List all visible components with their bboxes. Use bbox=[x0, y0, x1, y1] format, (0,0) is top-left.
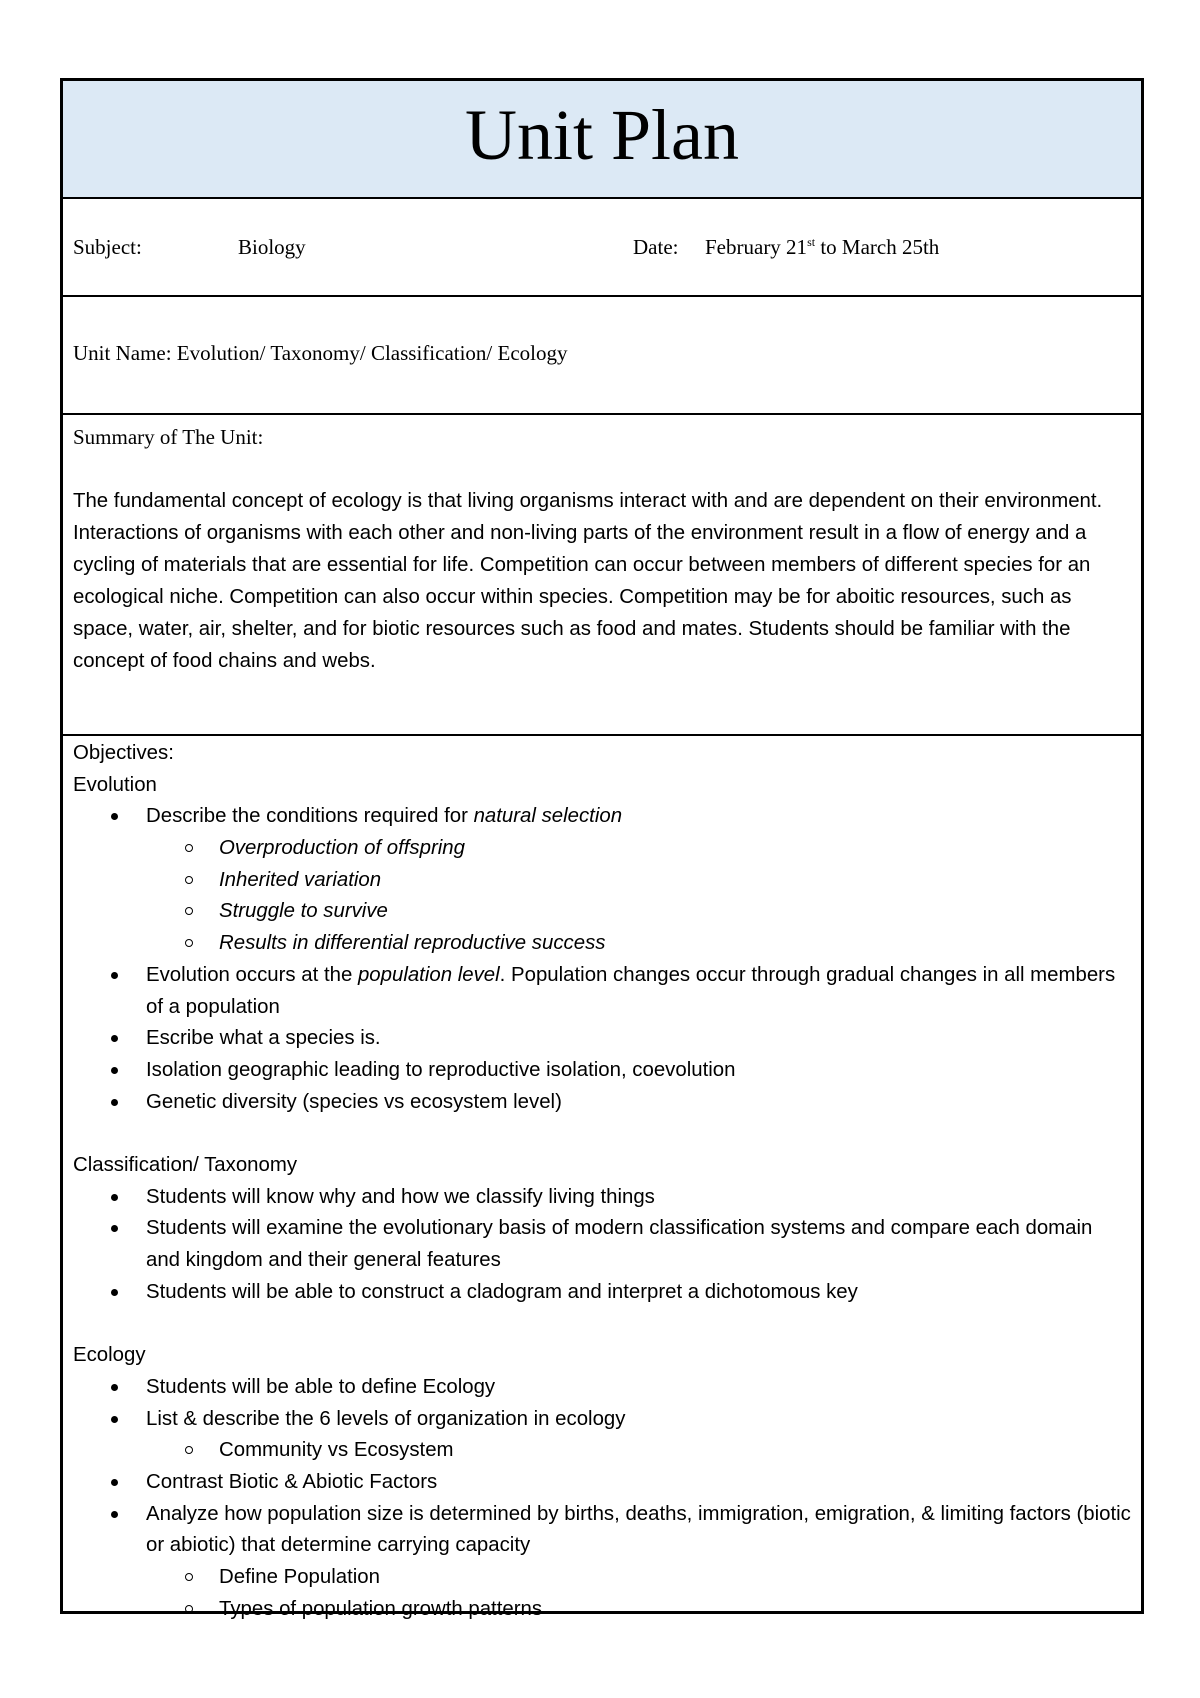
summary-text: The fundamental concept of ecology is that living organisms interact with and are dependent on their environment. Interactions of organisms with each other and non-living parts of the environment result in a flow of energy and a cycling of materials that are essential for life. Competition can occur between members of different species for an ecological niche. Competition can also occur within species. Competition may be for aboitic resources, such as space, water, air, shelter, and for biotic resources such as food and mates. Students should be familiar with the concept of food chains and webs. bbox=[73, 490, 1103, 672]
ecology-heading: Ecology bbox=[73, 1344, 146, 1367]
list-item: List & describe the 6 levels of organization in ecology bbox=[73, 1404, 1131, 1436]
list-item: Types of population growth patterns bbox=[73, 1594, 1131, 1626]
date-value: February 21st to March 25th bbox=[705, 235, 940, 259]
date-label: Date: bbox=[633, 235, 679, 259]
page-title: Unit Plan bbox=[464, 95, 739, 175]
list-item: Students will examine the evolutionary basis of modern classification systems and compare each domain and kingdom and their general features bbox=[73, 1213, 1131, 1276]
list-item: Define Population bbox=[73, 1562, 1131, 1594]
list-item: Escribe what a species is. bbox=[73, 1023, 1131, 1055]
list-item: Overproduction of offspring bbox=[73, 833, 1131, 865]
unit-plan-table bbox=[60, 78, 1144, 1620]
subject-date-row bbox=[63, 199, 1141, 297]
objectives-label: Objectives: bbox=[73, 742, 174, 764]
list-item: Results in differential reproductive success bbox=[73, 928, 1131, 960]
list-item: Students will be able to construct a cladogram and interpret a dichotomous key bbox=[73, 1277, 1131, 1309]
unit-name: Unit Name: Evolution/ Taxonomy/ Classification/ Ecology bbox=[73, 341, 568, 365]
list-item: Genetic diversity (species vs ecosystem level) bbox=[73, 1087, 1131, 1119]
list-item: Community vs Ecosystem bbox=[73, 1435, 1131, 1467]
subject-label: Subject: bbox=[73, 235, 142, 259]
unit-name-row bbox=[63, 297, 1141, 415]
list-item: Struggle to survive bbox=[73, 896, 1131, 928]
title-row bbox=[63, 81, 1141, 199]
list-item: Inherited variation bbox=[73, 865, 1131, 897]
list-item: Isolation geographic leading to reproductive isolation, coevolution bbox=[73, 1055, 1131, 1087]
list-item: Contrast Biotic & Abiotic Factors bbox=[73, 1467, 1131, 1499]
summary-label: Summary of The Unit: bbox=[73, 425, 264, 449]
subject-value: Biology bbox=[238, 235, 306, 259]
classification-heading: Classification/ Taxonomy bbox=[73, 1154, 298, 1177]
list-item: Students will know why and how we classify living things bbox=[73, 1182, 1131, 1214]
classification-list bbox=[73, 1182, 1131, 1309]
summary-row bbox=[63, 415, 1141, 736]
list-item: Describe the conditions required for natural selection bbox=[73, 801, 1131, 833]
ecology-list bbox=[73, 1372, 1131, 1626]
list-item: Evolution occurs at the population level. Population changes occur through gradual changes in all members of a population bbox=[73, 960, 1131, 1023]
list-item: Analyze how population size is determined by births, deaths, immigration, emigration, & limiting factors (biotic or abiotic) that determine carrying capacity bbox=[73, 1499, 1131, 1562]
objectives-content bbox=[73, 738, 1131, 1626]
evolution-list bbox=[73, 801, 1131, 1118]
list-item: Students will be able to define Ecology bbox=[73, 1372, 1131, 1404]
evolution-heading: Evolution bbox=[73, 773, 157, 796]
objectives-row bbox=[63, 736, 1141, 1620]
